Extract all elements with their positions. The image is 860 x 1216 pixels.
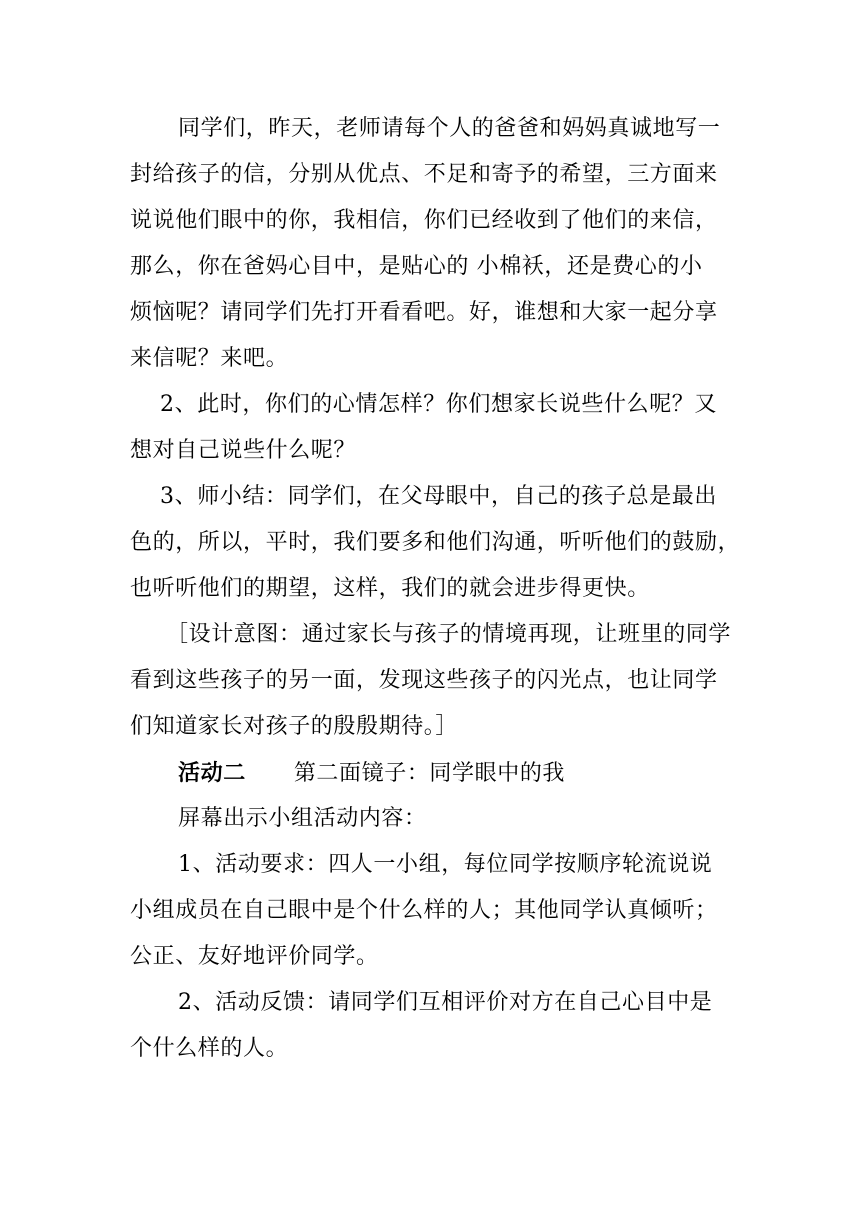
paragraph-3-line-1: 3、师小结：同学们，在父母眼中，自己的孩子总是最出	[160, 484, 717, 509]
design-intent-line-3: 们知道家长对孩子的殷殷期待。］	[130, 714, 459, 739]
activity-2-heading	[178, 758, 565, 788]
paragraph-3-line-2: 色的，所以，平时，我们要多和他们沟通，听听他们的鼓励，	[130, 530, 741, 555]
paragraph-1-line-2: 封给孩子的信，分别从优点、不足和寄予的希望，三方面来	[130, 162, 718, 187]
item-2-line-1: 2、活动反馈：请同学们互相评价对方在自己心目中是	[178, 990, 713, 1015]
paragraph-1-line-3: 说说他们眼中的你，我相信，你们已经收到了他们的来信，	[130, 208, 718, 233]
paragraph-1-line-6: 来信呢？来吧。	[130, 346, 289, 371]
design-intent-line-2: 看到这些孩子的另一面，发现这些孩子的闪光点，也让同学	[130, 668, 718, 693]
paragraph-2-line-2: 想对自己说些什么呢？	[130, 438, 357, 463]
activity-2-title: 第二面镜子：同学眼中的我	[293, 761, 566, 786]
item-2-line-2: 个什么样的人。	[130, 1036, 289, 1061]
paragraph-3-line-3: 也听听他们的期望，这样，我们的就会进步得更快。	[130, 576, 650, 601]
screen-intro: 屏幕出示小组活动内容：	[178, 806, 427, 831]
paragraph-1-line-5: 烦恼呢？请同学们先打开看看吧。好，谁想和大家一起分享	[130, 300, 718, 325]
design-intent-line-1: ［设计意图：通过家长与孩子的情境再现，让班里的同学	[166, 622, 732, 647]
paragraph-1-line-4: 那么，你在爸妈心目中，是贴心的 小棉袄，还是费心的小	[130, 254, 703, 279]
item-1-line-1: 1、活动要求：四人一小组，每位同学按顺序轮流说说	[178, 852, 713, 877]
paragraph-2-line-1: 2、此时，你们的心情怎样？你们想家长说些什么呢？又	[160, 392, 717, 417]
item-1-line-3: 公正、友好地评价同学。	[130, 944, 379, 969]
paragraph-1-line-1: 同学们，昨天，老师请每个人的爸爸和妈妈真诚地写一	[178, 116, 721, 141]
activity-2-label: 活动二	[178, 760, 246, 786]
item-1-line-2: 小组成员在自己眼中是个什么样的人；其他同学认真倾听；	[130, 898, 718, 923]
